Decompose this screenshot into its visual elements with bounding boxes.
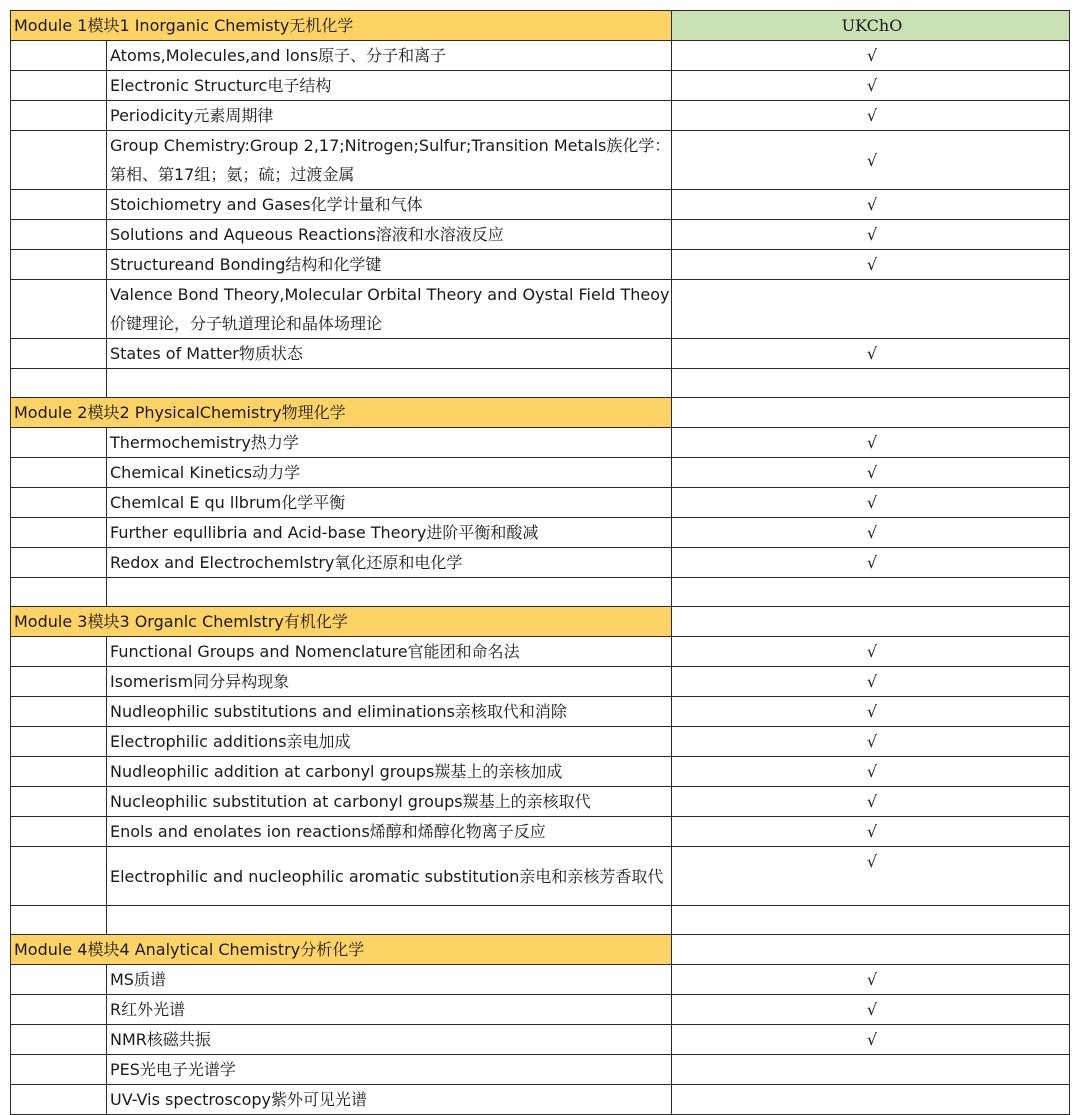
empty-cell [672, 935, 1070, 965]
empty-cell [11, 71, 107, 101]
empty-cell [11, 428, 107, 458]
table-row [11, 1085, 1070, 1115]
check-mark-icon: √ [672, 458, 1070, 488]
empty-cell [11, 787, 107, 817]
table-row [11, 667, 1070, 697]
check-mark-icon: √ [672, 847, 1070, 906]
empty-cell [11, 220, 107, 250]
empty-cell [11, 757, 107, 787]
empty-cell [11, 548, 107, 578]
check-mark-icon: √ [672, 817, 1070, 847]
empty-cell [11, 41, 107, 71]
empty-cell [672, 369, 1070, 398]
topic-label: Electronic Structurc电子结构 [107, 71, 672, 101]
table-row [11, 428, 1070, 458]
topic-label: Isomerism同分异构现象 [107, 667, 672, 697]
topic-label: Group Chemistry:Group 2,17;Nitrogen;Sulfur;Transition Metals族化学：第相、第17组；氨；硫；过渡金属 [107, 131, 672, 190]
check-mark-icon: √ [672, 220, 1070, 250]
empty-cell [11, 1055, 107, 1085]
topic-label: Redox and Electrochemlstry氧化还原和电化学 [107, 548, 672, 578]
topic-label: Stoichiometry and Gases化学计量和气体 [107, 190, 672, 220]
table-row [11, 339, 1070, 369]
check-cell-empty [672, 1085, 1070, 1115]
module-title: Module 2模块2 PhysicalChemistry物理化学 [11, 398, 672, 428]
module-header-row [11, 398, 1070, 428]
empty-cell [11, 518, 107, 548]
table-row [11, 637, 1070, 667]
check-mark-icon: √ [672, 428, 1070, 458]
empty-cell [107, 369, 672, 398]
empty-cell [672, 578, 1070, 607]
empty-cell [11, 578, 107, 607]
check-mark-icon: √ [672, 667, 1070, 697]
check-mark-icon: √ [672, 697, 1070, 727]
check-mark-icon: √ [672, 757, 1070, 787]
table-row [11, 847, 1070, 906]
module-header-row [11, 607, 1070, 637]
check-mark-icon: √ [672, 548, 1070, 578]
topic-label: Further equllibria and Acid-base Theory进阶平衡和酸减 [107, 518, 672, 548]
empty-cell [11, 817, 107, 847]
check-mark-icon: √ [672, 995, 1070, 1025]
table-row [11, 757, 1070, 787]
topic-label: Enols and enolates ion reactions烯醇和烯醇化物离子反应 [107, 817, 672, 847]
table-row [11, 727, 1070, 757]
table-row [11, 787, 1070, 817]
empty-cell [11, 250, 107, 280]
topic-label: Chemical Kinetics动力学 [107, 458, 672, 488]
table-row [11, 965, 1070, 995]
empty-cell [11, 488, 107, 518]
empty-cell [11, 847, 107, 906]
module-header-row [11, 935, 1070, 965]
table-row [11, 190, 1070, 220]
topic-label: Nucleophilic substitution at carbonyl groups羰基上的亲核取代 [107, 787, 672, 817]
topic-label: Solutions and Aqueous Reactions溶液和水溶液反应 [107, 220, 672, 250]
empty-cell [11, 727, 107, 757]
module-header-row [11, 11, 1070, 41]
topic-label: Nudleophilic substitutions and eliminations亲核取代和消除 [107, 697, 672, 727]
table-row [11, 41, 1070, 71]
check-cell-empty [672, 1055, 1070, 1085]
topic-label: NMR核磁共振 [107, 1025, 672, 1055]
check-mark-icon: √ [672, 41, 1070, 71]
syllabus-table [10, 10, 1070, 1115]
spacer-row [11, 578, 1070, 607]
empty-cell [11, 667, 107, 697]
topic-label: MS质谱 [107, 965, 672, 995]
check-mark-icon: √ [672, 71, 1070, 101]
empty-cell [11, 906, 107, 935]
module-title: Module 1模块1 Inorganic Chemisty无机化学 [11, 11, 672, 41]
topic-label: Functional Groups and Nomenclature官能团和命名法 [107, 637, 672, 667]
module-title: Module 3模块3 Organlc Chemlstry有机化学 [11, 607, 672, 637]
check-mark-icon: √ [672, 727, 1070, 757]
module-title: Module 4模块4 Analytical Chemistry分析化学 [11, 935, 672, 965]
empty-cell [11, 101, 107, 131]
topic-label: Periodicity元素周期律 [107, 101, 672, 131]
topic-label: PES光电子光谱学 [107, 1055, 672, 1085]
empty-cell [11, 1085, 107, 1115]
topic-label: Chemlcal E qu llbrum化学平衡 [107, 488, 672, 518]
check-cell-empty [672, 280, 1070, 339]
topic-label: Thermochemistry热力学 [107, 428, 672, 458]
empty-cell [672, 607, 1070, 637]
table-row [11, 817, 1070, 847]
table-row [11, 280, 1070, 339]
topic-label: R红外光谱 [107, 995, 672, 1025]
check-mark-icon: √ [672, 190, 1070, 220]
topic-label: Nudleophilic addition at carbonyl groups羰基上的亲核加成 [107, 757, 672, 787]
topic-label: Valence Bond Theory,Molecular Orbital Theory and Oystal Field Theoy价键理论，分子轨道理论和晶体场理论 [107, 280, 672, 339]
check-mark-icon: √ [672, 488, 1070, 518]
empty-cell [11, 190, 107, 220]
check-mark-icon: √ [672, 250, 1070, 280]
table-row [11, 458, 1070, 488]
empty-cell [672, 906, 1070, 935]
table-row [11, 548, 1070, 578]
empty-cell [11, 369, 107, 398]
check-mark-icon: √ [672, 518, 1070, 548]
check-mark-icon: √ [672, 965, 1070, 995]
table-row [11, 518, 1070, 548]
spacer-row [11, 906, 1070, 935]
empty-cell [107, 906, 672, 935]
competition-header: UKChO [672, 11, 1070, 41]
topic-label: Atoms,Molecules,and lons原子、分子和离子 [107, 41, 672, 71]
check-mark-icon: √ [672, 339, 1070, 369]
empty-cell [672, 398, 1070, 428]
table-row [11, 488, 1070, 518]
empty-cell [11, 1025, 107, 1055]
table-row [11, 131, 1070, 190]
check-mark-icon: √ [672, 131, 1070, 190]
check-mark-icon: √ [672, 787, 1070, 817]
empty-cell [11, 697, 107, 727]
table-row [11, 71, 1070, 101]
table-row [11, 220, 1070, 250]
empty-cell [11, 637, 107, 667]
empty-cell [11, 339, 107, 369]
topic-label: Electrophilic additions亲电加成 [107, 727, 672, 757]
table-row [11, 1025, 1070, 1055]
empty-cell [11, 995, 107, 1025]
table-row [11, 995, 1070, 1025]
check-mark-icon: √ [672, 1025, 1070, 1055]
spacer-row [11, 369, 1070, 398]
empty-cell [11, 280, 107, 339]
table-row [11, 1055, 1070, 1085]
empty-cell [107, 578, 672, 607]
topic-label: Electrophilic and nucleophilic aromatic substitution亲电和亲核芳香取代 [107, 847, 672, 906]
topic-label: UV-Vis spectroscopy紫外可见光谱 [107, 1085, 672, 1115]
topic-label: Structureand Bonding结构和化学键 [107, 250, 672, 280]
empty-cell [11, 131, 107, 190]
table-row [11, 250, 1070, 280]
check-mark-icon: √ [672, 637, 1070, 667]
topic-label: States of Matter物质状态 [107, 339, 672, 369]
empty-cell [11, 458, 107, 488]
table-row [11, 101, 1070, 131]
table-row [11, 697, 1070, 727]
check-mark-icon: √ [672, 101, 1070, 131]
empty-cell [11, 965, 107, 995]
